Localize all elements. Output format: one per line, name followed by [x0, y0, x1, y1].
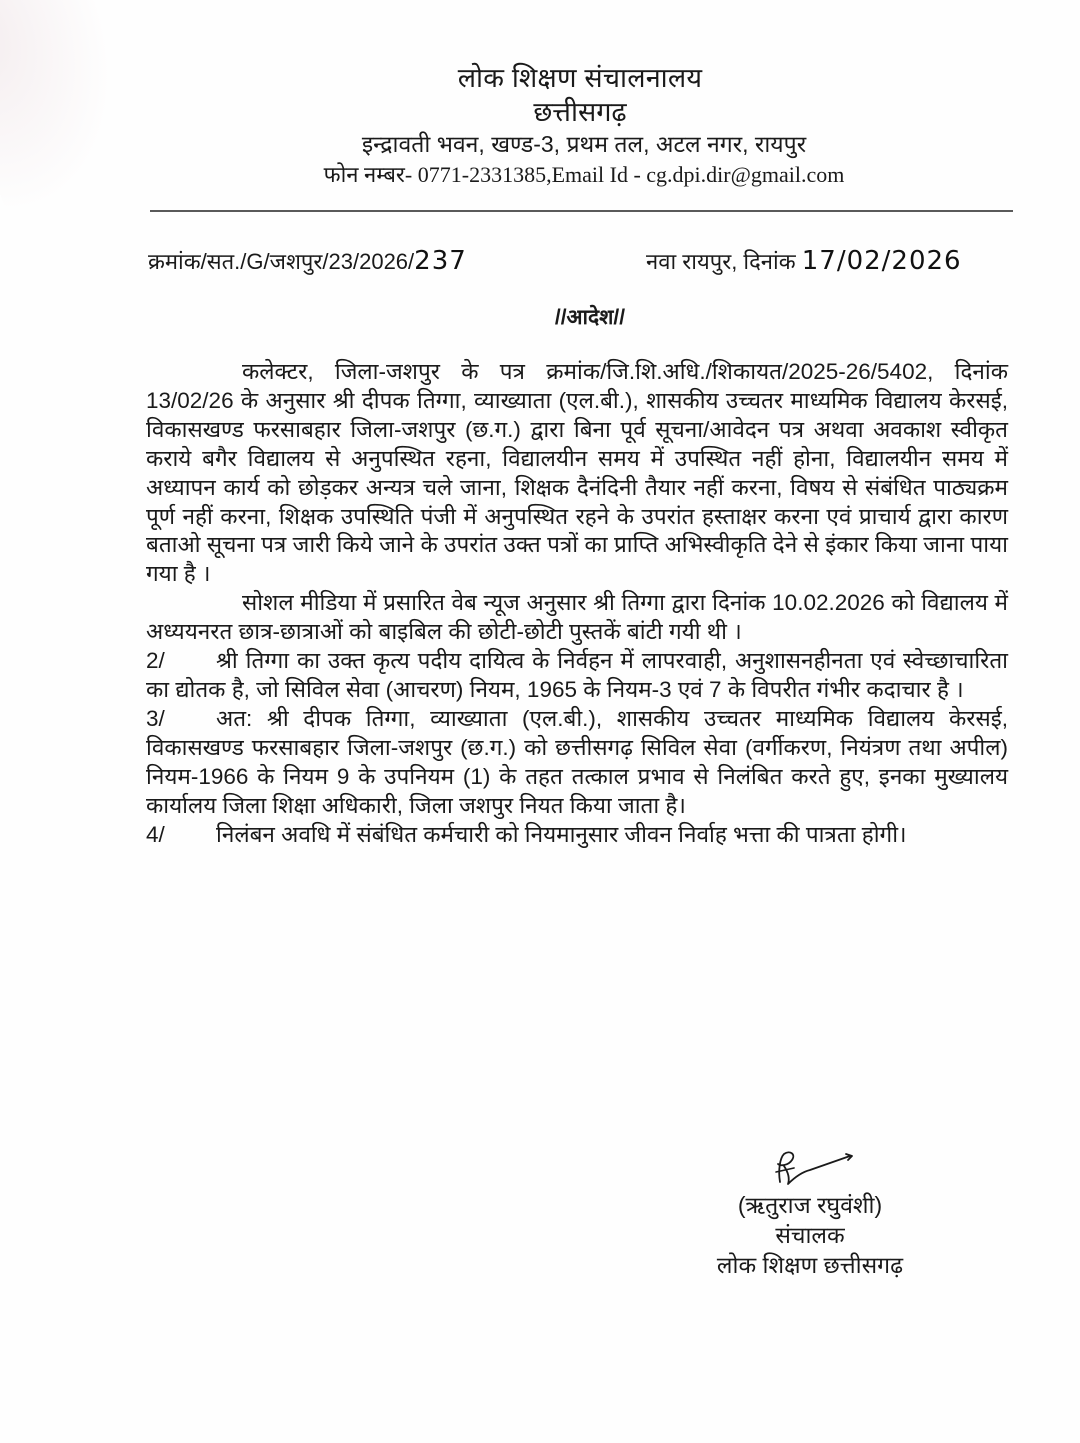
- order-body: [146, 358, 1008, 849]
- signature-block: [690, 1148, 930, 1280]
- signatory-name: (ऋतुराज रघुवंशी): [737, 1192, 883, 1218]
- paragraph-number: 4/: [146, 821, 165, 847]
- order-heading: //आदेश//: [554, 306, 626, 329]
- paragraph-1b: सोशल मीडिया में प्रसारित वेब न्यूज अनुसार श्री तिग्गा द्वारा दिनांक 10.02.2026 को विद्यालय में अध्ययनरत छात्र-छात्राओं को बाइबिल की छोटी-छोटी पुस्तकें बांटी गयी थी ।: [146, 590, 1008, 645]
- paragraph-4: [146, 821, 1008, 850]
- date-handwritten: 17/02/2026: [801, 246, 962, 276]
- letterhead-state: छत्तीसगढ़: [533, 97, 627, 127]
- header-divider: [150, 210, 1013, 212]
- place-date: [646, 244, 962, 279]
- paper-corner-texture: [0, 0, 160, 220]
- reference-line: [148, 244, 1008, 280]
- reference-prefix: क्रमांक/सत./G/जशपुर/23/2026/: [148, 249, 415, 274]
- paragraph-number: 2/: [146, 648, 165, 674]
- signatory-office: लोक शिक्षण छत्तीसगढ़: [716, 1252, 904, 1278]
- signature-icon: [750, 1148, 870, 1192]
- paragraph-text: श्री तिग्गा का उक्त कृत्य पदीय दायित्व के निर्वहन में लापरवाही, अनुशासनहीनता एवं स्वेच्छाचारिता का द्योतक है, जो सिविल सेवा (आचरण) नियम, 1965 के नियम-3 एवं 7 के विपरीत गंभीर कदाचार है ।: [146, 648, 1008, 702]
- place-date-label: नवा रायपुर, दिनांक: [646, 249, 802, 274]
- letterhead-title: लोक शिक्षण संचालनालय: [457, 63, 703, 93]
- letterhead-contact: फोन नम्बर- 0771-2331385,Email Id - cg.dpi.dir@gmail.com: [323, 162, 845, 187]
- paragraph-2: [146, 647, 1008, 705]
- paragraph-text: अत: श्री दीपक तिग्गा, व्याख्याता (एल.बी.), शासकीय उच्चतर माध्यमिक विद्यालय केरसई, विकासखण्ड फरसाबहार जिला-जशपुर (छ.ग.) को छत्तीसगढ़ सिविल सेवा (वर्गीकरण, नियंत्रण तथा अपील) नियम-1966 के नियम 9 के उपनियम (1) के तहत तत्काल प्रभाव से निलंबित करते हुए, इनका मुख्यालय कार्यालय जिला शिक्षा अधिकारी, जिला जशपुर नियत किया जाता है।: [146, 705, 1008, 818]
- paragraph-3: [146, 705, 1008, 821]
- signatory-designation: संचालक: [775, 1222, 845, 1248]
- reference-number: [148, 244, 467, 279]
- letterhead-address: इन्द्रावती भवन, खण्ड-3, प्रथम तल, अटल नगर, रायपुर: [361, 131, 807, 157]
- paragraph-text: निलंबन अवधि में संबंधित कर्मचारी को नियमानुसार जीवन निर्वाह भत्ता की पात्रता होगी।: [216, 821, 907, 847]
- paragraph-number: 3/: [146, 705, 165, 731]
- reference-number-handwritten: 237: [414, 246, 467, 276]
- paragraph-1: कलेक्टर, जिला-जशपुर के पत्र क्रमांक/जि.शि.अधि./शिकायत/2025-26/5402, दिनांक 13/02/26 के अनुसार श्री दीपक तिग्गा, व्याख्याता (एल.बी.), शासकीय उच्चतर माध्यमिक विद्यालय केरसई, विकासखण्ड फरसाबहार जिला-जशपुर (छ.ग.) द्वारा बिना पूर्व सूचना/आवेदन पत्र अथवा अवकाश स्वीकृत कराये बगैर विद्यालय से अनुपस्थित रहना, विद्यालयीन समय में उपस्थित नहीं होना, विद्यालयीन समय में अध्यापन कार्य को छोड़कर अन्यत्र चले जाना, शिक्षक दैनंदिनी तैयार नहीं करना, विषय से संबंधित पाठ्यक्रम पूर्ण नहीं करना, शिक्षक उपस्थिति पंजी में अनुपस्थित रहने के उपरांत हस्ताक्षर करना एवं प्राचार्य द्वारा कारण बताओ सूचना पत्र जारी किये जाने के उपरांत उक्त पत्रों का प्राप्ति अभिस्वीकृति देने से इंकार किया जाना पाया गया है ।: [146, 359, 1008, 587]
